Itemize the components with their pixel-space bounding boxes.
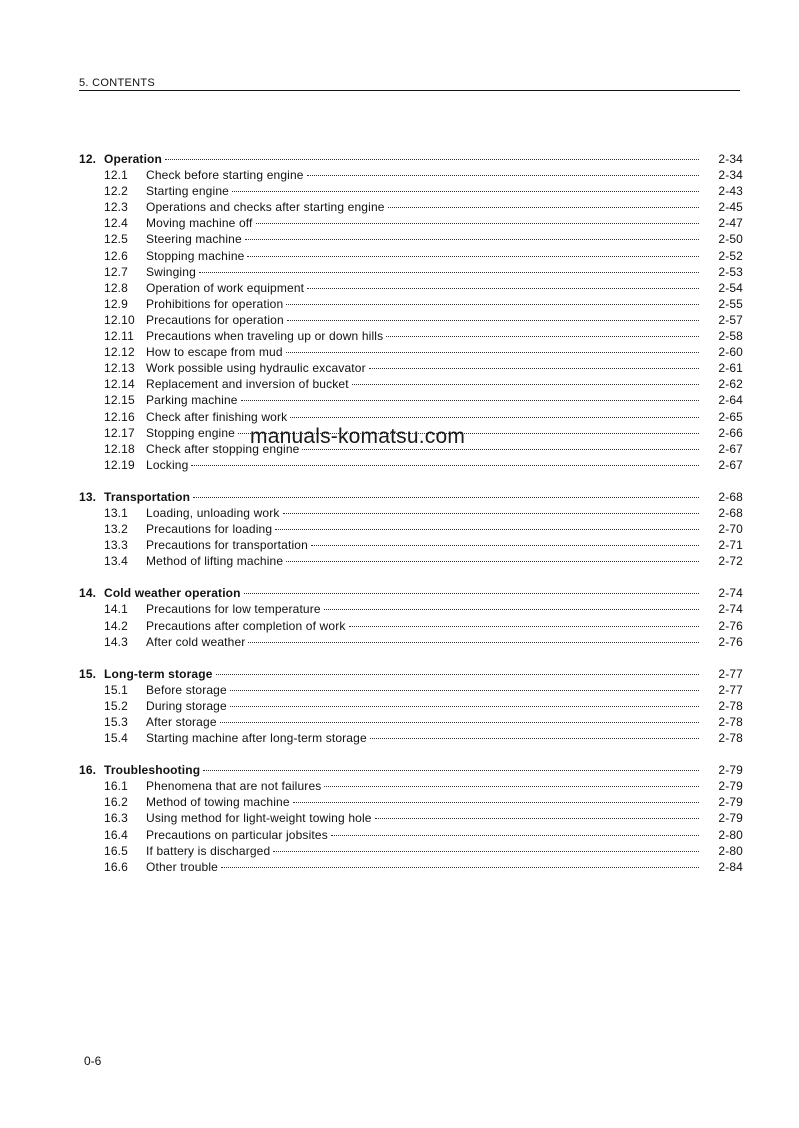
entry-title: Other trouble — [146, 859, 218, 874]
entry-page: 2-79 — [718, 795, 743, 810]
entry-title: Starting machine after long-term storage — [146, 731, 367, 746]
dot-leader — [216, 662, 699, 678]
entry-number: 16.5 — [104, 843, 128, 858]
dot-leader — [287, 308, 699, 324]
entry-page: 2-65 — [718, 409, 743, 424]
entry-number: 12. — [79, 152, 97, 166]
entry-title: If battery is discharged — [146, 843, 271, 858]
entry-number: 16.6 — [104, 859, 128, 874]
entry-number: 16.2 — [104, 795, 128, 810]
entry-page: 2-77 — [718, 682, 743, 697]
dot-leader — [199, 260, 699, 276]
entry-title: Cold weather operation — [104, 586, 241, 601]
entry-number: 16.1 — [104, 779, 128, 794]
entry-number: 12.5 — [104, 232, 128, 247]
entry-page: 2-43 — [718, 184, 743, 199]
dot-leader — [324, 774, 699, 790]
entry-number: 12.12 — [104, 345, 135, 360]
entry-number: 14. — [79, 586, 97, 601]
dot-leader — [307, 276, 699, 292]
dot-leader — [221, 855, 699, 871]
entry-number: 16.3 — [104, 811, 128, 826]
entry-number: 13.1 — [104, 505, 128, 520]
entry-page: 2-76 — [718, 634, 743, 649]
dot-leader — [331, 823, 699, 839]
entry-page: 2-47 — [718, 216, 743, 231]
entry-number: 12.6 — [104, 248, 128, 263]
entry-title: Prohibitions for operation — [146, 296, 284, 311]
dot-leader — [386, 324, 699, 340]
entry-title: Parking machine — [146, 393, 238, 408]
toc-entry[interactable] — [79, 163, 743, 183]
dot-leader — [165, 147, 699, 163]
entry-page: 2-77 — [718, 666, 743, 681]
entry-page: 2-50 — [718, 232, 743, 247]
entry-page: 2-34 — [718, 152, 743, 166]
entry-page: 2-55 — [718, 296, 743, 311]
entry-number: 13.4 — [104, 554, 128, 569]
entry-title: Precautions for operation — [146, 312, 284, 327]
entry-title: Steering machine — [146, 232, 242, 247]
entry-number: 14.1 — [104, 602, 128, 617]
header-title: 5. CONTENTS — [79, 77, 156, 89]
entry-number: 14.2 — [104, 618, 128, 633]
entry-number: 12.16 — [104, 409, 135, 424]
entry-page: 2-74 — [718, 602, 743, 617]
entry-number: 12.7 — [104, 264, 128, 279]
entry-number: 12.11 — [104, 329, 134, 344]
entry-title: Precautions on particular jobsites — [146, 827, 328, 842]
toc-section-heading[interactable] — [79, 485, 743, 504]
entry-title: Precautions for low temperature — [146, 602, 321, 617]
dot-leader — [275, 517, 699, 533]
entry-page: 2-64 — [718, 393, 743, 408]
entry-number: 15. — [79, 666, 97, 681]
dot-leader — [283, 501, 699, 517]
dot-leader — [241, 388, 699, 404]
entry-title: Replacement and inversion of bucket — [146, 377, 349, 392]
entry-page: 2-53 — [718, 264, 743, 279]
entry-page: 2-74 — [718, 586, 743, 601]
entry-title: Loading, unloading work — [146, 505, 280, 520]
dot-leader — [375, 806, 699, 822]
entry-page: 2-45 — [718, 200, 743, 215]
entry-number: 13.3 — [104, 538, 128, 553]
entry-title: Precautions for transportation — [146, 538, 308, 553]
dot-leader — [311, 533, 699, 549]
page-header — [79, 77, 740, 91]
dot-leader — [290, 405, 699, 421]
entry-number: 13.2 — [104, 522, 128, 537]
entry-title: Check after stopping engine — [146, 441, 300, 456]
entry-title: Precautions after completion of work — [146, 618, 346, 633]
entry-page: 2-52 — [718, 248, 743, 263]
entry-title: Stopping engine — [146, 425, 235, 440]
entry-title: During storage — [146, 698, 227, 713]
entry-number: 12.13 — [104, 361, 135, 376]
entry-number: 16.4 — [104, 827, 128, 842]
entry-title: Operations and checks after starting engine — [146, 200, 385, 215]
dot-leader — [352, 372, 699, 388]
entry-number: 15.1 — [104, 682, 128, 697]
entry-title: Before storage — [146, 682, 227, 697]
entry-title: Operation of work equipment — [146, 280, 305, 295]
dot-leader — [193, 485, 699, 501]
entry-page: 2-66 — [718, 425, 743, 440]
entry-number: 16. — [79, 763, 97, 778]
entry-page: 2-68 — [718, 505, 743, 520]
entry-title: Moving machine off — [146, 216, 253, 231]
entry-page: 2-61 — [718, 361, 743, 376]
dot-leader — [286, 549, 699, 565]
entry-title: After storage — [146, 715, 217, 729]
dot-leader — [230, 678, 699, 694]
dot-leader — [349, 614, 700, 630]
toc-section — [79, 581, 743, 649]
entry-number: 15.4 — [104, 731, 128, 746]
toc-section-heading[interactable] — [79, 147, 743, 166]
entry-page: 2-79 — [718, 763, 743, 778]
dot-leader — [324, 597, 699, 613]
table-of-contents — [79, 147, 743, 887]
entry-number: 12.9 — [104, 296, 128, 311]
entry-page: 2-79 — [718, 811, 743, 826]
entry-page: 2-72 — [718, 554, 743, 569]
entry-number: 12.2 — [104, 184, 128, 199]
entry-title: Locking — [146, 457, 189, 472]
entry-page: 2-76 — [718, 618, 743, 633]
dot-leader — [244, 581, 699, 597]
entry-title: Work possible using hydraulic excavator — [146, 361, 366, 376]
dot-leader — [388, 195, 699, 211]
toc-section-heading[interactable] — [79, 758, 743, 778]
entry-page: 2-67 — [718, 441, 743, 456]
dot-leader — [307, 163, 699, 179]
dot-leader — [370, 726, 699, 742]
entry-page: 2-80 — [718, 827, 743, 842]
entry-page: 2-78 — [718, 715, 743, 729]
entry-number: 12.3 — [104, 200, 128, 215]
toc-section — [79, 147, 743, 472]
dot-leader — [369, 356, 699, 372]
entry-number: 12.10 — [104, 312, 135, 327]
page-number: 0-6 — [84, 1054, 102, 1068]
entry-number: 15.2 — [104, 698, 128, 713]
entry-title: Transportation — [104, 489, 191, 504]
entry-title: Long-term storage — [104, 666, 213, 681]
entry-title: After cold weather — [146, 634, 246, 649]
dot-leader — [256, 211, 699, 227]
entry-number: 12.4 — [104, 216, 128, 231]
entry-page: 2-71 — [718, 538, 743, 553]
dot-leader — [245, 227, 699, 243]
toc-section — [79, 662, 743, 746]
entry-title: Operation — [104, 152, 163, 166]
entry-number: 13. — [79, 489, 97, 504]
entry-page: 2-80 — [718, 843, 743, 858]
dot-leader — [293, 790, 699, 806]
dot-leader — [248, 630, 699, 646]
entry-page: 2-84 — [718, 859, 743, 874]
entry-title: Phenomena that are not failures — [146, 779, 322, 794]
toc-section-heading[interactable] — [79, 662, 743, 681]
entry-page: 2-58 — [718, 329, 743, 344]
entry-page: 2-70 — [718, 522, 743, 537]
dot-leader — [230, 694, 699, 710]
entry-page: 2-78 — [718, 731, 743, 746]
entry-number: 14.3 — [104, 634, 128, 649]
entry-title: Using method for light-weight towing hole — [146, 811, 372, 826]
dot-leader — [191, 453, 699, 469]
entry-number: 12.17 — [104, 425, 135, 440]
watermark: manuals-komatsu.com — [250, 425, 466, 448]
entry-number: 12.1 — [104, 168, 128, 183]
entry-title: Stopping machine — [146, 248, 245, 263]
entry-number: 12.19 — [104, 457, 135, 472]
entry-page: 2-57 — [718, 312, 743, 327]
toc-section — [79, 758, 743, 874]
entry-title: Check after finishing work — [146, 409, 288, 424]
entry-title: Method of towing machine — [146, 795, 290, 810]
entry-title: Method of lifting machine — [146, 554, 284, 569]
dot-leader — [220, 710, 699, 726]
entry-title: Check before starting engine — [146, 168, 304, 183]
dot-leader — [286, 292, 699, 308]
entry-title: How to escape from mud — [146, 345, 283, 360]
entry-page: 2-79 — [718, 779, 743, 794]
entry-title: Precautions for loading — [146, 522, 273, 537]
toc-section — [79, 485, 743, 569]
dot-leader — [203, 758, 699, 774]
entry-number: 12.18 — [104, 441, 135, 456]
dot-leader — [232, 179, 699, 195]
entry-number: 12.15 — [104, 393, 135, 408]
toc-section-heading[interactable] — [79, 581, 743, 601]
entry-title: Troubleshooting — [104, 763, 201, 778]
dot-leader — [273, 839, 699, 855]
entry-title: Precautions when traveling up or down hills — [146, 329, 384, 344]
dot-leader — [286, 340, 699, 356]
entry-page: 2-68 — [718, 489, 743, 504]
entry-page: 2-67 — [718, 457, 743, 472]
entry-number: 15.3 — [104, 715, 128, 729]
entry-page: 2-34 — [718, 168, 743, 183]
entry-number: 12.14 — [104, 377, 135, 392]
entry-title: Swinging — [146, 264, 196, 279]
entry-page: 2-78 — [718, 698, 743, 713]
dot-leader — [247, 244, 699, 260]
entry-page: 2-60 — [718, 345, 743, 360]
entry-page: 2-62 — [718, 377, 743, 392]
entry-title: Starting engine — [146, 184, 229, 199]
entry-number: 12.8 — [104, 280, 128, 295]
entry-page: 2-54 — [718, 280, 743, 295]
